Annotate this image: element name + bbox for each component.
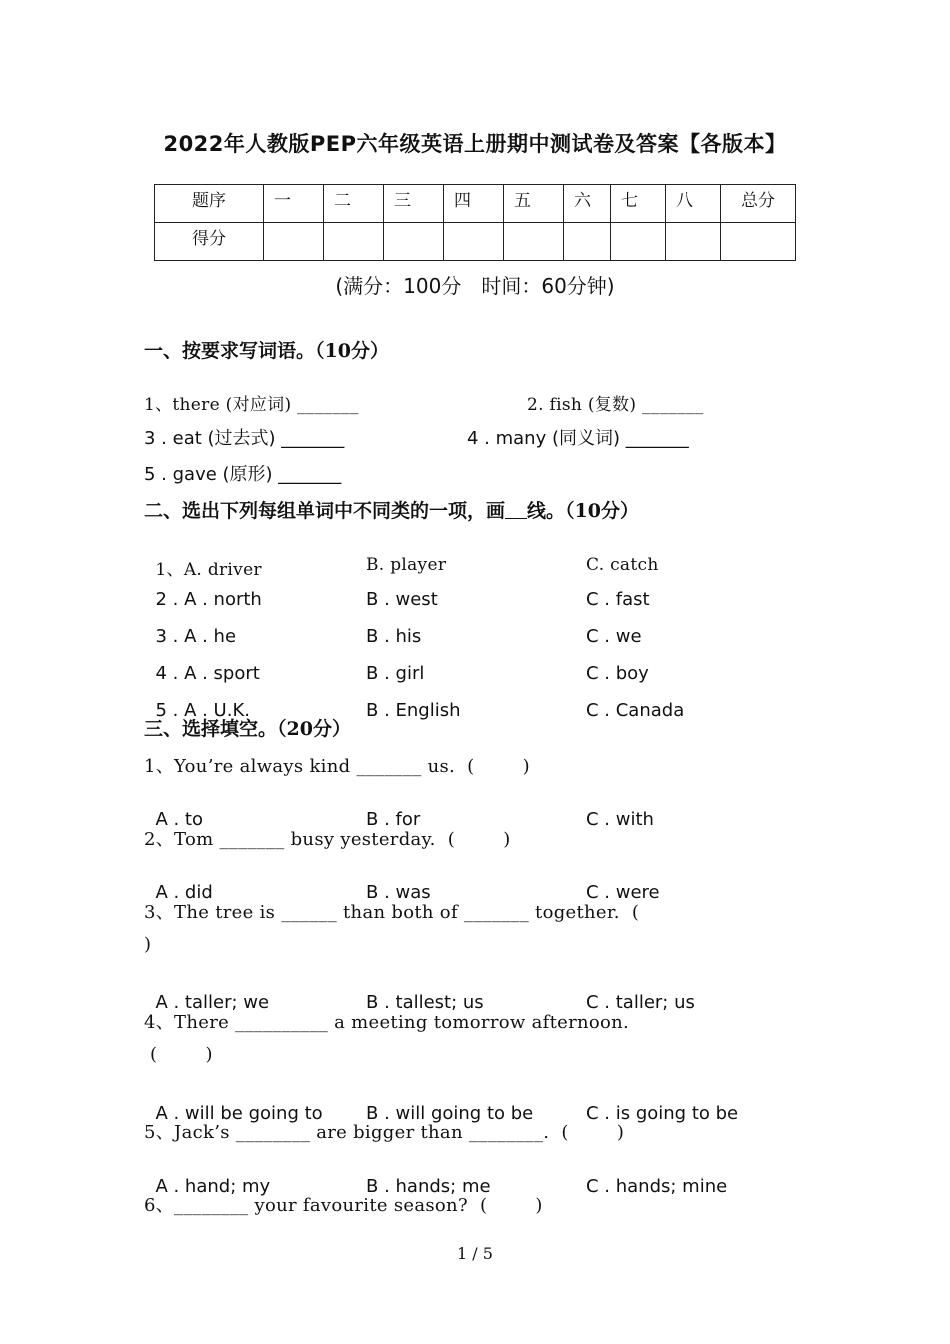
option-c: C . hands; mine — [586, 1176, 728, 1197]
score-input-cell[interactable] — [564, 223, 611, 261]
option-a: 2 . A . north — [155, 589, 262, 610]
option-b: B . girl — [366, 663, 425, 684]
score-input-cell[interactable] — [444, 223, 504, 261]
s3-q2-options — [144, 861, 660, 903]
score-table-score-row — [155, 223, 796, 261]
option-c: C . we — [586, 626, 642, 647]
s3-question-3-line2: ) — [144, 934, 152, 955]
option-a: A . did — [155, 882, 213, 903]
option-b: B. player — [366, 555, 447, 575]
section2-heading-part2: 线。（10分） — [527, 500, 639, 522]
score-input-cell[interactable] — [666, 223, 721, 261]
score-cell: 四 — [444, 185, 504, 223]
option-a: A . will be going to — [155, 1103, 323, 1124]
score-cell: 一 — [264, 185, 324, 223]
option-a: 1、A. driver — [155, 560, 262, 580]
option-a: 5 . A . U.K. — [155, 700, 250, 721]
score-cell: 八 — [666, 185, 721, 223]
option-b: B . hands; me — [366, 1176, 491, 1197]
score-cell: 二 — [324, 185, 384, 223]
option-a: 4 . A . sport — [155, 663, 260, 684]
score-cell: 五 — [504, 185, 564, 223]
option-c: C . boy — [586, 663, 649, 684]
s3-q3-options — [144, 971, 695, 1013]
score-row-label: 得分 — [155, 223, 264, 261]
option-c: C . is going to be — [586, 1103, 739, 1124]
score-cell: 总分 — [721, 185, 796, 223]
score-input-cell[interactable] — [384, 223, 444, 261]
option-b: B . was — [366, 882, 431, 903]
s2-row-2 — [144, 568, 650, 610]
s2-row-3 — [144, 605, 642, 647]
s3-question-5: 5、Jack’s ________ are bigger than ________. ( ) — [144, 1122, 625, 1143]
option-a: A . taller; we — [155, 992, 270, 1013]
option-c: C . fast — [586, 589, 650, 610]
s1-question-5: 5 . gave (原形) _______ — [144, 464, 342, 485]
score-table — [154, 184, 796, 261]
option-a: A . to — [155, 809, 204, 830]
s3-question-1: 1、You’re always kind _______ us. ( ) — [144, 756, 530, 777]
score-input-cell[interactable] — [721, 223, 796, 261]
option-b: B . his — [366, 626, 422, 647]
s3-question-3-line1: 3、The tree is ______ than both of _______ together. ( — [144, 902, 640, 923]
section1-heading: 一、按要求写词语。（10分） — [144, 340, 389, 362]
s1-question-2: 2. fish (复数) _______ — [527, 395, 704, 415]
document-title: 2022年人教版PEP六年级英语上册期中测试卷及答案【各版本】 — [163, 132, 787, 156]
option-c: C . taller; us — [586, 992, 695, 1013]
s3-q1-options — [144, 788, 654, 830]
option-b: B . English — [366, 700, 461, 721]
option-b: B . will going to be — [366, 1103, 534, 1124]
s1-question-1: 1、there (对应词) _______ — [144, 395, 359, 415]
score-cell: 七 — [611, 185, 666, 223]
score-cell: 六 — [564, 185, 611, 223]
section2-heading-part1: 二、选出下列每组单词中不同类的一项，画 — [144, 500, 506, 522]
score-input-cell[interactable] — [264, 223, 324, 261]
score-table-header-row — [155, 185, 796, 223]
option-b: B . tallest; us — [366, 992, 484, 1013]
option-a: A . hand; my — [155, 1176, 271, 1197]
s3-question-2: 2、Tom _______ busy yesterday. ( ) — [144, 829, 511, 850]
s3-question-6: 6、________ your favourite season? ( ) — [144, 1195, 543, 1216]
score-input-cell[interactable] — [504, 223, 564, 261]
section2-heading — [144, 496, 639, 523]
score-cell: 题序 — [155, 185, 264, 223]
page-number: 1 / 5 — [457, 1244, 493, 1263]
s3-question-4-line1: 4、There __________ a meeting tomorrow afternoon. — [144, 1012, 630, 1033]
option-c: C . Canada — [586, 700, 685, 721]
s1-question-4: 4 . many (同义词) _______ — [467, 428, 689, 449]
score-input-cell[interactable] — [324, 223, 384, 261]
score-cell: 三 — [384, 185, 444, 223]
score-input-cell[interactable] — [611, 223, 666, 261]
s3-question-4-line2: ( ) — [144, 1044, 213, 1065]
s1-question-3: 3 . eat (过去式) _______ — [144, 428, 345, 449]
s2-row-4 — [144, 642, 649, 684]
section3-heading: 三、选择填空。（20分） — [144, 718, 351, 740]
full-mark-time: (满分：100分 时间：60分钟) — [335, 274, 615, 298]
underline-blank — [505, 499, 527, 519]
option-c: C . were — [586, 882, 660, 903]
option-b: B . west — [366, 589, 438, 610]
option-b: B . for — [366, 809, 421, 830]
option-c: C . with — [586, 809, 654, 830]
option-a: 3 . A . he — [155, 626, 237, 647]
option-c: C. catch — [586, 555, 659, 575]
